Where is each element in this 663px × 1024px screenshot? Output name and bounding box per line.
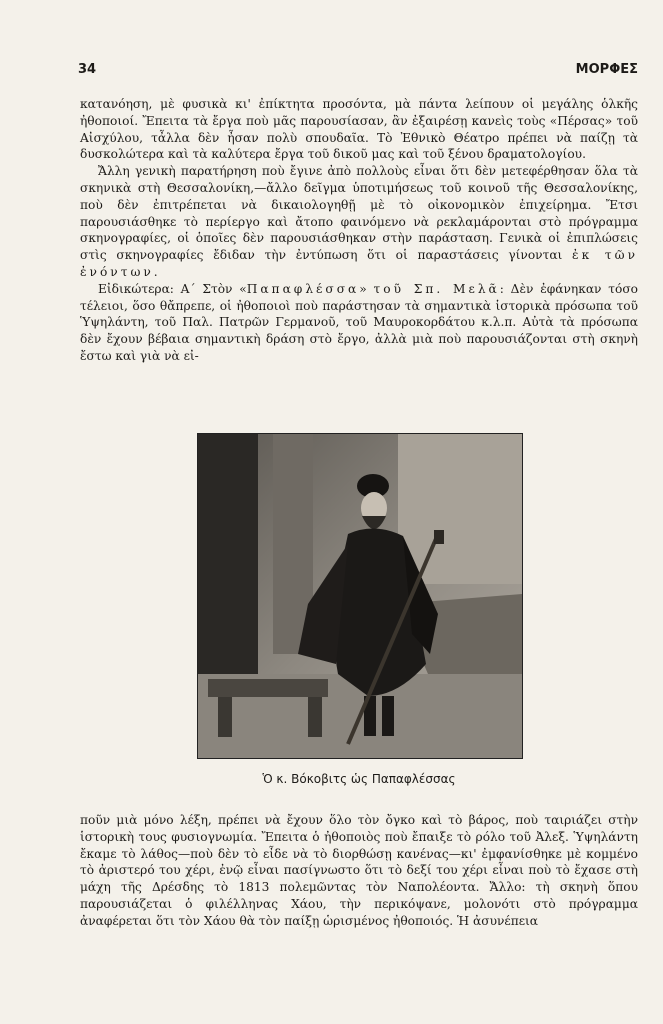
actor-photograph xyxy=(197,433,523,759)
paragraph-text: Εἰδικώτερα: Α΄ Στὸν « xyxy=(98,281,247,296)
page-number: 34 xyxy=(78,62,97,77)
paragraph: ποῦν μιὰ μόνο λέξη, πρέπει νὰ ἔχουν ὅλο τὸν ὄγκο καὶ τὸ βάρος, ποὺ ταιριάζει στὴν ἱστορικὴ τους φυσιογνωμία. Ἔπειτα ὁ ἠθοποιὸς ποὺ ἔπαιξε τὸ ρόλο τοῦ Ἀλεξ. Ὑψηλάντη ἔκαμε τὸ λάθος—ποὺ δὲν τὸ εἶδε νὰ τὸ διορθώσῃ κανένας—κι' ἐμφανίσθηκε μὲ κομμένο τὸ ἀριστερό του χέρι, ἐνῷ εἶναι πασίγνωστο ὅτι τὸ δεξί του χέρι εἶναι ποὺ τὸ ἔχασε στὴ μάχη τῆς Δρέσδης τὸ 1813 πολεμῶντας τὸν Ναπολέοντα. Ἄλλο: τὴ σκηνὴ ὅπου παρουσιάζεται ὁ φιλέλληνας Χάου, τὴν περικόψανε, μολονότι στὸ πρόγραμμα ἀναφέρεται ὅτι τὸν Χάου θὰ τὸν παίξῃ ὡρισμένος ἠθοποιός. Ἡ ἀσυνέπεια xyxy=(80,813,638,928)
paragraph-text: Ἄλλη γενικὴ παρατήρηση ποὺ ἔγινε ἀπὸ πολλοὺς εἶναι ὅτι δὲν μετεφέρθησαν ὅλα τὰ σκηνικὰ στὴ Θεσσαλονίκη,—ἄλλο δεῖγμα ὑποτιμήσεως τοῦ κοινοῦ τῆς Θεσσαλονίκης, ποὺ δὲν ἐπιτρέπεται νὰ δικαιολογηθῇ μὲ τὸ οἰκονομικὸν ἐπιχείρημα. Ἔτσι παρουσιάσθηκε τὸ περίεργο καὶ ἄτοπο φαινόμενο νὰ ρεκλαμάρονται στὸ πρόγραμμα σκηνογραφίες, οἱ ὁποῖες δὲν παρουσιάσθηκαν στὴν παράσταση. Γενικὰ οἱ ἐπιπλώσεις στὶς σκηνογραφίες ἔδιδαν τὴν ἐντύπωση ὅτι οἱ παραστάσεις γίνονται xyxy=(80,164,638,263)
paragraph xyxy=(80,163,638,281)
photo-caption: Ὁ κ. Βόκοβιτς ὡς Παπαφλέσσας xyxy=(262,772,456,786)
play-title: Παπαφλέσσα xyxy=(246,281,360,296)
journal-title: ΜΟΡΦΕΣ xyxy=(575,62,638,77)
paragraph: κατανόηση, μὲ φυσικὰ κι' ἐπίκτητα προσόντα, μὰ πάντα λείπουν οἱ μεγάλης ὁλκῆς ἠθοποιοί. Ἔπειτα τὰ ἔργα ποὺ μᾶς παρουσίασαν, ἂν ἐξαιρέσῃ κανεὶς τοὺς «Πέρσας» τοῦ Αἰσχύλου, τἆλλα δὲν ἦσαν πολὺ σπουδαῖα. Τὸ Ἐθνικὸ Θέατρο πρέπει νὰ παίζῃ τὰ δυσκολώτερα καὶ τὰ καλύτερα ἔργα τοῦ δικοῦ μας καὶ τοῦ ξένου δραματολογίου. xyxy=(80,97,638,162)
play-author: τοῦ Σπ. Μελᾶ xyxy=(373,281,500,296)
paragraph xyxy=(80,281,638,365)
paragraph-text: : Δὲν ἐφάνηκαν τόσο τέλειοι, ὅσο θἄπρεπε, οἱ ἠθοποιοὶ ποὺ παράστησαν τὰ σημαντικὰ ἱστορικὰ πρόσωπα τοῦ Ὑψηλάντη, τοῦ Παλ. Πατρῶν Γερμανοῦ, τοῦ Μαυροκορδάτου κ.λ.π. Αὐτὰ τὰ πρόσωπα δὲν ἔχουν βέβαια σημαντικὴ δράση στὸ ἔργο, ἀλλὰ μιὰ ποὺ παρουσιάζονται στὴ σκηνὴ ἔστω καὶ γιὰ νὰ εἰ- xyxy=(80,281,638,363)
spaced-phrase: ἐκ τῶν ἐνόντων. xyxy=(80,248,639,279)
article-text-bottom xyxy=(80,812,638,930)
article-text-top xyxy=(80,96,638,365)
page-header xyxy=(78,62,638,77)
paragraph-text: » xyxy=(359,281,374,296)
